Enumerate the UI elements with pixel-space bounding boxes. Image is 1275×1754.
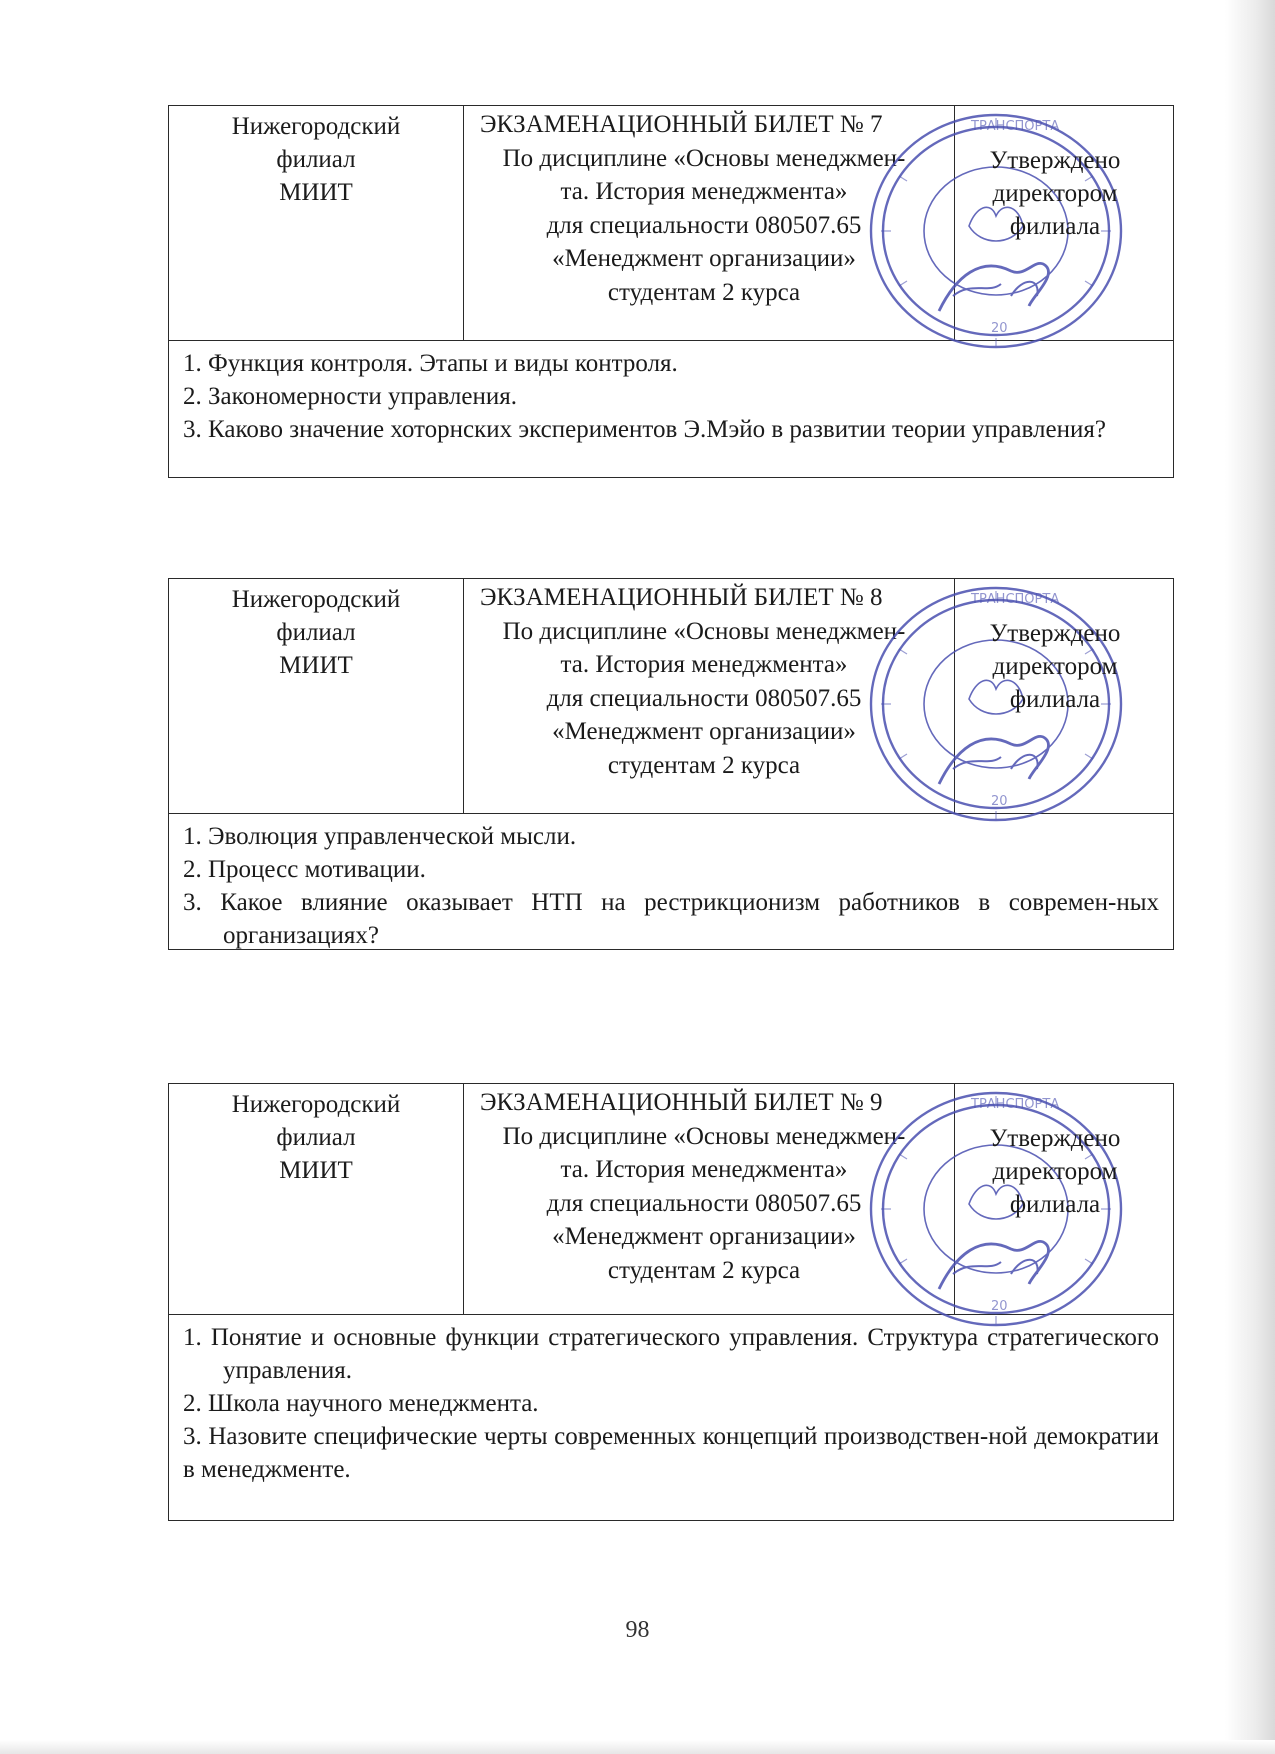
org-line: Нижегородский	[231, 113, 401, 140]
org-cell	[169, 106, 464, 340]
approval-text	[955, 1122, 1155, 1221]
page-number: 98	[625, 1617, 650, 1643]
svg-text:ТРАНСПОРТА: ТРАНСПОРТА	[971, 1097, 1060, 1112]
questions-list	[169, 814, 1173, 952]
info-line: та. История менеджмента»	[560, 651, 848, 678]
approval-line: филиала	[1009, 1191, 1101, 1218]
org-line: МИИТ	[279, 179, 353, 206]
approval-cell	[954, 1084, 1175, 1314]
ticket-title: ЭКЗАМЕНАЦИОННЫЙ БИЛЕТ № 8	[480, 584, 883, 611]
org-line: Нижегородский	[231, 1091, 401, 1118]
question-item: 3. Какое влияние оказывает НТП на рестрикционизм работников в современ-ных организациях?	[183, 889, 1159, 949]
ticket-title: ЭКЗАМЕНАЦИОННЫЙ БИЛЕТ № 9	[480, 1089, 883, 1116]
info-line: для специальности 080507.65	[546, 211, 862, 239]
approval-line: директором	[992, 180, 1118, 207]
approval-line: филиала	[1009, 686, 1101, 713]
info-line: По дисциплине «Основы менеджмен-	[502, 1122, 906, 1150]
info-line: По дисциплине «Основы менеджмен-	[502, 617, 906, 645]
svg-text:20: 20	[991, 1299, 1008, 1314]
info-line: та. История менеджмента»	[560, 178, 848, 205]
approval-line: филиала	[1009, 213, 1101, 240]
approval-text	[955, 144, 1155, 243]
info-line: «Менеджмент организации»	[552, 718, 856, 745]
question-item: 1. Функция контроля. Этапы и виды контроля.	[183, 350, 678, 377]
org-cell	[169, 579, 464, 813]
svg-text:20: 20	[991, 321, 1008, 336]
ticket-header	[169, 579, 1173, 814]
question-item: 1. Эволюция управленческой мысли.	[183, 823, 577, 850]
svg-text:20: 20	[991, 794, 1008, 809]
ticket-title: ЭКЗАМЕНАЦИОННЫЙ БИЛЕТ № 7	[480, 111, 883, 138]
scan-edge-shadow	[1225, 0, 1275, 1754]
exam-ticket-7	[168, 105, 1174, 478]
question-item: 1. Понятие и основные функции стратегического управления. Структура стратегического управления.	[183, 1324, 1159, 1384]
question-item: 2. Закономерности управления.	[183, 383, 517, 410]
approval-line: Утверждено	[989, 620, 1121, 647]
org-cell	[169, 1084, 464, 1314]
ticket-header	[169, 106, 1173, 341]
approval-cell	[954, 579, 1175, 813]
scan-bottom-edge	[0, 1740, 1275, 1754]
question-item: 3. Назовите специфические черты современных концепций производствен-ной демократии в менеджменте.	[183, 1423, 1159, 1483]
info-line: для специальности 080507.65	[546, 684, 862, 712]
question-item: 2. Процесс мотивации.	[183, 856, 426, 883]
approval-line: директором	[992, 1158, 1118, 1185]
questions-list	[169, 341, 1173, 446]
info-line: студентам 2 курса	[607, 278, 801, 306]
ticket-header	[169, 1084, 1173, 1315]
svg-text:ТРАНСПОРТА: ТРАНСПОРТА	[971, 592, 1060, 607]
question-item: 3. Каково значение хоторнских экспериментов Э.Мэйо в развитии теории управления?	[183, 416, 1106, 443]
info-line: для специальности 080507.65	[546, 1189, 862, 1217]
info-line: та. История менеджмента»	[560, 1156, 848, 1183]
org-line: филиал	[276, 619, 356, 646]
questions-list	[169, 1315, 1173, 1486]
approval-cell	[954, 106, 1175, 340]
org-line: МИИТ	[279, 1157, 353, 1184]
info-line: студентам 2 курса	[607, 751, 801, 779]
org-line: Нижегородский	[231, 586, 401, 613]
info-line: «Менеджмент организации»	[552, 245, 856, 272]
org-line: филиал	[276, 146, 356, 173]
approval-line: Утверждено	[989, 147, 1121, 174]
org-line: МИИТ	[279, 652, 353, 679]
approval-line: директором	[992, 653, 1118, 680]
svg-text:ТРАНСПОРТА: ТРАНСПОРТА	[971, 119, 1060, 134]
question-item: 2. Школа научного менеджмента.	[183, 1390, 539, 1417]
exam-ticket-8	[168, 578, 1174, 950]
info-line: По дисциплине «Основы менеджмен-	[502, 144, 906, 172]
exam-ticket-9	[168, 1083, 1174, 1521]
org-line: филиал	[276, 1124, 356, 1151]
approval-text	[955, 617, 1155, 716]
approval-line: Утверждено	[989, 1125, 1121, 1152]
info-line: студентам 2 курса	[607, 1256, 801, 1284]
info-line: «Менеджмент организации»	[552, 1223, 856, 1250]
